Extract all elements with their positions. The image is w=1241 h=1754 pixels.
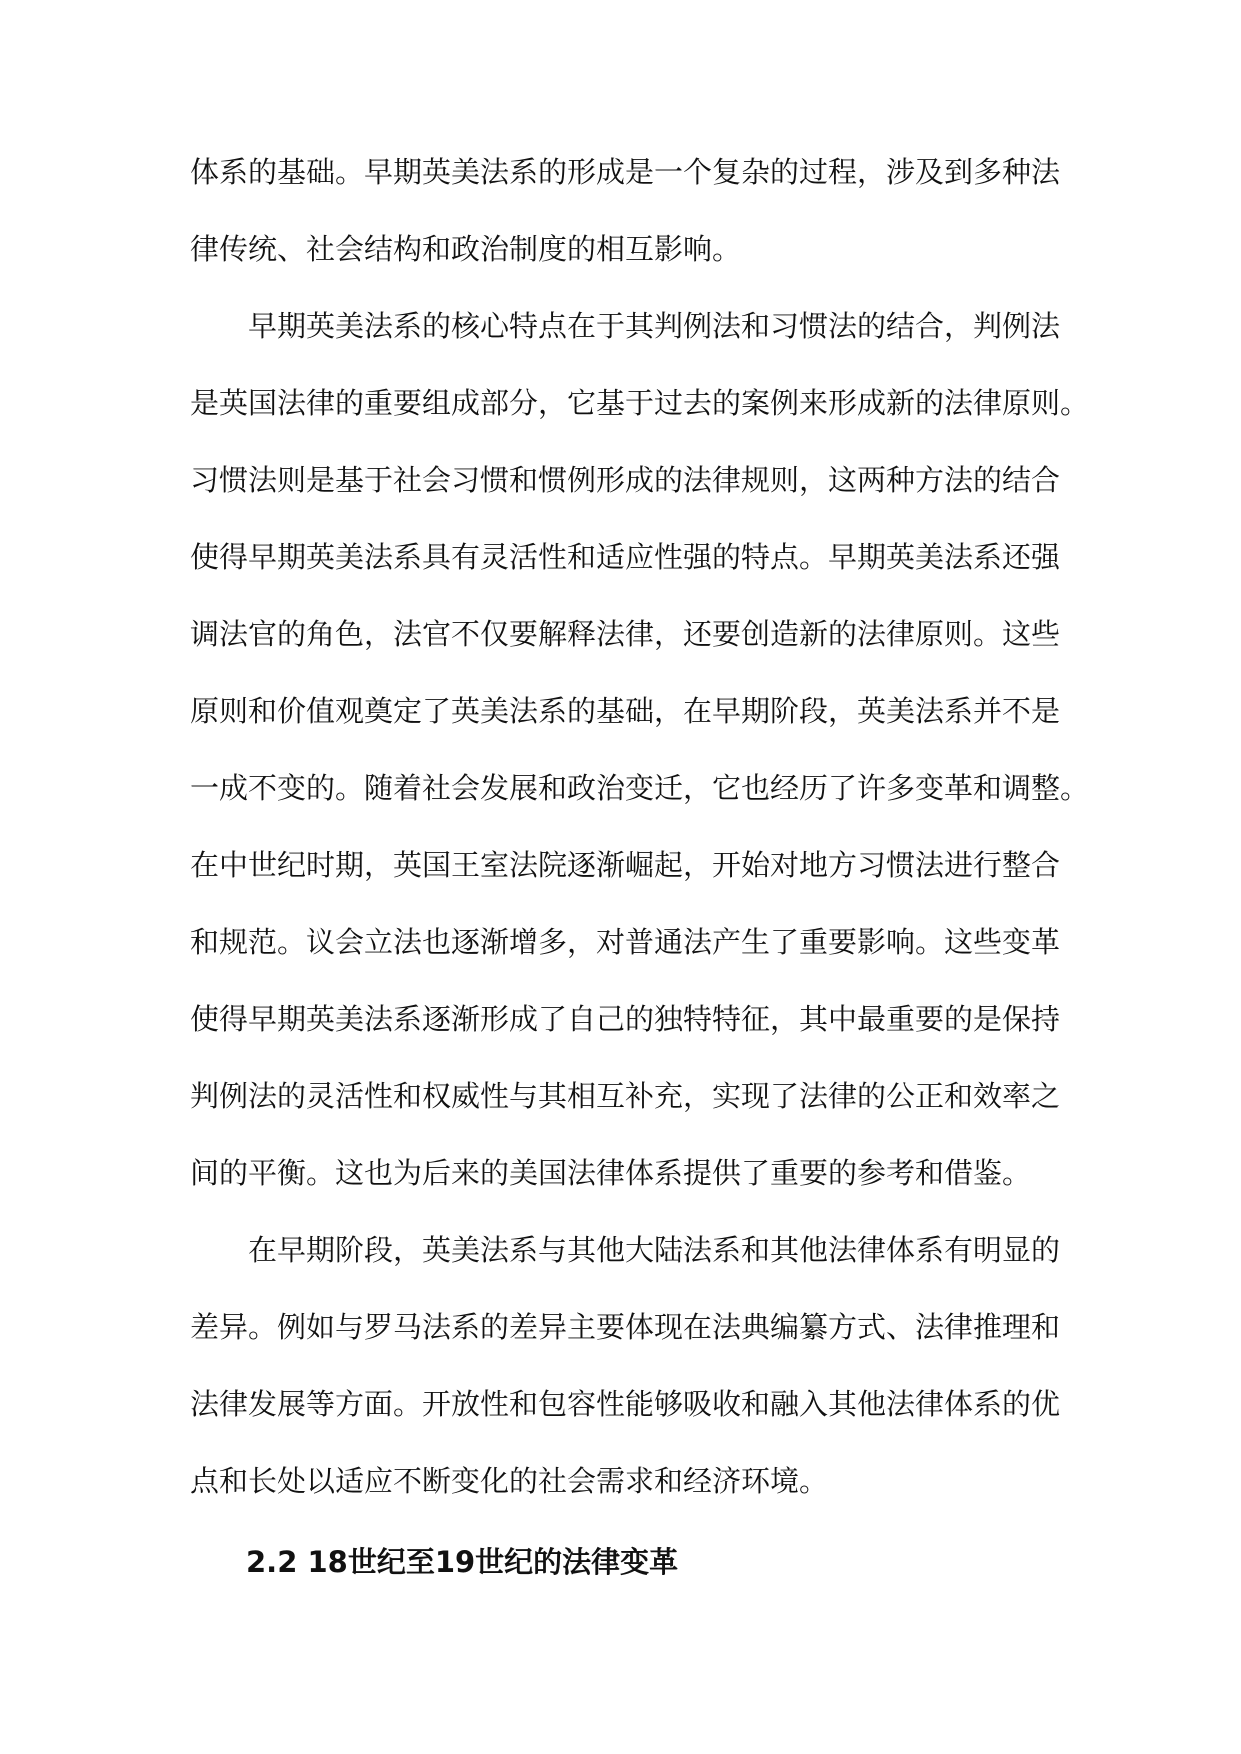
paragraph-first-line: 在早期阶段，英美法系与其他大陆法系和其他法律体系有明显的 [248, 1233, 1061, 1267]
text-line: 差异。例如与罗马法系的差异主要体现在法典编纂方式、法律推理和 [190, 1310, 1061, 1344]
section-heading: 2.2 18世纪至19世纪的法律变革 [246, 1545, 679, 1579]
text-line: 使得早期英美法系具有灵活性和适应性强的特点。早期英美法系还强 [190, 540, 1061, 574]
text-line: 使得早期英美法系逐渐形成了自己的独特特征，其中最重要的是保持 [190, 1002, 1061, 1036]
body-text [190, 140, 1090, 1526]
text-line: 点和长处以适应不断变化的社会需求和经济环境。 [190, 1464, 829, 1498]
text-line: 法律发展等方面。开放性和包容性能够吸收和融入其他法律体系的优 [190, 1387, 1061, 1421]
text-line: 在中世纪时期，英国王室法院逐渐崛起，开始对地方习惯法进行整合 [190, 848, 1061, 882]
text-line: 一成不变的。随着社会发展和政治变迁，它也经历了许多变革和调整。 [190, 771, 1090, 805]
paragraph-first-line: 早期英美法系的核心特点在于其判例法和习惯法的结合，判例法 [248, 309, 1061, 343]
text-line: 体系的基础。早期英美法系的形成是一个复杂的过程，涉及到多种法 [190, 155, 1061, 189]
text-line: 律传统、社会结构和政治制度的相互影响。 [190, 232, 742, 266]
text-line: 调法官的角色，法官不仅要解释法律，还要创造新的法律原则。这些 [190, 617, 1061, 651]
text-line: 判例法的灵活性和权威性与其相互补充，实现了法律的公正和效率之 [190, 1079, 1061, 1113]
text-line: 是英国法律的重要组成部分，它基于过去的案例来形成新的法律原则。 [190, 386, 1090, 420]
text-line: 原则和价值观奠定了英美法系的基础，在早期阶段，英美法系并不是 [190, 694, 1061, 728]
text-line: 和规范。议会立法也逐渐增多，对普通法产生了重要影响。这些变革 [190, 925, 1061, 959]
text-line: 习惯法则是基于社会习惯和惯例形成的法律规则，这两种方法的结合 [190, 463, 1061, 497]
text-line: 间的平衡。这也为后来的美国法律体系提供了重要的参考和借鉴。 [190, 1156, 1032, 1190]
